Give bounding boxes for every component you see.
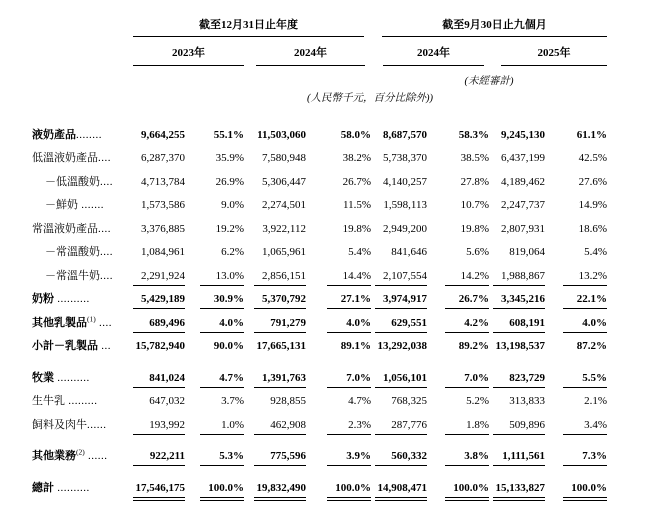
cell-fy2023-pct: 19.2% [215,222,244,235]
cell-9m2025-pct: 5.4% [584,246,607,258]
cell-fy2023-value: 6,287,370 [141,152,185,164]
cell-9m2025-value: 2,807,931 [501,222,545,235]
table-row [20,121,650,145]
cell-9m2025-value: 4,189,462 [501,175,545,188]
cell-fy2023-value: 689,496 [133,317,185,333]
row-label-footnote-marker: (2) [76,447,85,457]
cell-fy2023-pct: 6.2% [221,246,244,258]
table-row [20,443,650,467]
row-label-leader-dots: ......... [65,395,98,407]
row-label-leader-dots: ...... [87,418,107,431]
cell-fy2023-pct: 5.3% [185,450,244,466]
row-label [20,392,133,411]
cell-9m2024-pct: 10.7% [460,199,489,211]
cell-9m2024-pct: 7.0% [427,372,489,388]
cell-fy2024-value: 5,306,447 [262,175,306,188]
cell-fy2023-pct: 9.0% [221,199,244,211]
cell-fy2023-value: 5,429,189 [133,293,185,309]
cell-fy2024-pct: 4.0% [306,317,371,333]
cell-fy2023-value: 922,211 [133,450,185,466]
cell-9m2025-pct: 27.6% [578,175,607,188]
unaudited-note-row [20,73,650,88]
row-label [20,447,133,466]
cell-fy2024-pct: 19.8% [342,222,371,235]
cell-9m2025-value: 313,833 [509,395,545,407]
cell-9m2024-pct: 5.6% [466,246,489,258]
table-row [20,474,650,498]
cell-9m2025-pct: 4.0% [545,317,607,333]
table-row [20,286,650,310]
table-row [20,333,650,357]
cell-9m2025-pct: 14.9% [578,199,607,211]
row-label [20,220,133,239]
cell-9m2024-value: 2,107,554 [371,270,427,286]
cell-9m2025-value: 819,064 [509,246,545,258]
row-label-text: 小計－乳製品 [32,340,98,352]
cell-9m2025-pct: 42.5% [578,152,607,164]
row-label [20,290,133,309]
cell-fy2023-value: 1,084,961 [141,246,185,258]
cell-9m2025-pct: 3.4% [545,419,607,435]
table-body [20,121,650,498]
cell-9m2024-pct: 38.5% [460,152,489,164]
cell-9m2025-pct: 18.6% [578,222,607,235]
cell-9m2024-pct: 3.8% [427,450,489,466]
cell-9m2025-value: 15,133,827 [489,482,545,498]
row-label-leader-dots: ....... [78,199,104,211]
cell-fy2024-pct: 3.9% [306,450,371,466]
cell-9m2024-pct: 14.2% [427,270,489,286]
table-row [20,309,650,333]
cell-9m2025-value: 1,988,867 [489,270,545,286]
cell-fy2023-value: 15,782,940 [135,340,185,352]
period-group-row [20,16,650,37]
row-label [20,479,133,498]
row-label-text: 其他業務 [32,450,76,462]
cell-fy2023-pct: 26.9% [215,175,244,188]
cell-9m2025-pct: 22.1% [545,293,607,309]
cell-9m2024-pct: 4.2% [427,317,489,333]
cell-9m2025-value: 2,247,737 [501,199,545,211]
cell-9m2024-value: 287,776 [371,419,427,435]
cell-9m2024-value: 5,738,370 [383,152,427,164]
row-label-text: －常溫酸奶 [45,246,100,258]
row-label [20,369,133,388]
row-label-text: －常溫牛奶 [45,269,100,282]
row-label-text: 液奶產品 [32,128,76,141]
row-label-text: 低溫液奶產品 [32,152,98,164]
cell-fy2023-pct: 30.9% [185,293,244,309]
unaudited-note: (未經審計) [464,76,514,87]
units-note-row [20,88,650,105]
period-group-2-label: 截至9月30日止九個月 [382,16,607,37]
cell-fy2024-pct: 26.7% [342,175,371,188]
cell-fy2023-value: 9,664,255 [141,128,185,141]
cell-fy2024-pct: 11.5% [342,199,371,211]
cell-9m2025-value: 1,111,561 [489,450,545,466]
row-label-leader-dots: .... [100,269,113,282]
cell-fy2023-pct: 13.0% [185,270,244,286]
cell-9m2024-pct: 89.2% [458,340,489,352]
table-row [20,388,650,412]
cell-fy2023-value: 2,291,924 [133,270,185,286]
cell-fy2024-pct: 14.4% [306,270,371,286]
cell-fy2023-pct: 4.7% [185,372,244,388]
table-row [20,145,650,169]
cell-fy2024-value: 462,908 [244,419,306,435]
cell-9m2024-pct: 27.8% [460,175,489,188]
row-label-leader-dots: .... [100,246,113,258]
cell-9m2024-value: 14,908,471 [371,482,427,498]
row-label [20,149,133,168]
cell-fy2024-value: 19,832,490 [244,482,306,498]
cell-9m2025-pct: 2.1% [584,395,607,407]
cell-9m2024-value: 4,140,257 [383,175,427,188]
cell-9m2025-value: 6,437,199 [501,152,545,164]
cell-fy2024-value: 2,274,501 [262,199,306,211]
cell-9m2025-value: 823,729 [489,372,545,388]
cell-fy2024-pct: 100.0% [306,482,371,498]
cell-fy2024-value: 1,065,961 [262,246,306,258]
row-label [20,173,133,192]
cell-9m2024-value: 1,056,101 [371,372,427,388]
row-label-leader-dots: .......... [54,371,90,384]
cell-9m2025-pct: 87.2% [576,340,607,352]
year-col-2024-9m: 2024年 [383,44,484,66]
cell-9m2024-value: 13,292,038 [377,340,427,352]
row-label [20,243,133,262]
cell-fy2024-value: 7,580,948 [262,152,306,164]
row-label-leader-dots: .... [98,152,111,164]
cell-9m2025-value: 9,245,130 [501,128,545,141]
row-label-text: －鮮奶 [45,199,78,211]
units-note: (人民幣千元，百分比除外)) [307,93,433,104]
cell-fy2023-pct: 3.7% [221,395,244,407]
table-row [20,215,650,239]
cell-fy2024-value: 928,855 [270,395,306,407]
row-label-leader-dots: ...... [84,450,108,462]
cell-fy2024-value: 775,596 [244,450,306,466]
year-header-row [20,44,650,66]
cell-fy2024-value: 17,665,131 [256,340,306,352]
cell-9m2025-value: 509,896 [489,419,545,435]
row-label-text: 牧業 [32,371,54,384]
cell-9m2024-pct: 26.7% [427,293,489,309]
cell-9m2025-value: 13,198,537 [495,340,545,352]
cell-9m2024-value: 841,646 [391,246,427,258]
cell-fy2024-pct: 38.2% [342,152,371,164]
row-label [20,337,133,356]
table-row [20,364,650,388]
row-label-leader-dots: .... [98,222,111,235]
cell-fy2023-pct: 100.0% [185,482,244,498]
cell-9m2024-pct: 58.3% [458,128,489,141]
cell-fy2024-value: 2,856,151 [244,270,306,286]
row-label-leader-dots: .......... [54,293,90,305]
table-row [20,411,650,435]
cell-9m2024-value: 3,974,917 [371,293,427,309]
row-label-text: 生牛乳 [32,395,65,407]
period-group-1-label: 截至12月31日止年度 [133,16,364,37]
cell-fy2023-pct: 1.0% [185,419,244,435]
row-label [20,416,133,435]
cell-fy2024-value: 3,922,112 [262,222,306,235]
cell-9m2024-value: 560,332 [371,450,427,466]
table-row [20,262,650,286]
row-label-text: 飼料及肉牛 [32,418,87,431]
cell-fy2023-value: 17,546,175 [133,482,185,498]
cell-9m2025-pct: 100.0% [545,482,607,498]
row-label-text: 其他乳製品 [32,316,87,329]
cell-fy2023-pct: 55.1% [213,128,244,141]
cell-fy2023-value: 841,024 [133,372,185,388]
cell-fy2024-pct: 4.7% [348,395,371,407]
row-label [20,267,133,286]
cell-9m2024-pct: 100.0% [427,482,489,498]
cell-9m2024-value: 2,949,200 [383,222,427,235]
row-label-text: 奶粉 [32,293,54,305]
cell-fy2024-pct: 2.3% [306,419,371,435]
row-label-footnote-marker: (1) [87,313,96,323]
row-label-leader-dots: ........ [76,128,102,141]
cell-fy2023-value: 3,376,885 [141,222,185,235]
table-row [20,192,650,216]
cell-fy2024-pct: 7.0% [306,372,371,388]
cell-9m2024-value: 768,325 [391,395,427,407]
cell-9m2024-pct: 5.2% [466,395,489,407]
year-col-2023: 2023年 [133,44,244,66]
cell-fy2023-value: 193,992 [133,419,185,435]
cell-9m2024-pct: 1.8% [427,419,489,435]
row-label-leader-dots: .......... [54,481,90,494]
cell-9m2025-pct: 7.3% [545,450,607,466]
cell-fy2024-pct: 27.1% [306,293,371,309]
cell-fy2024-value: 1,391,763 [244,372,306,388]
cell-fy2023-pct: 35.9% [215,152,244,164]
cell-fy2024-pct: 5.4% [348,246,371,258]
table-row [20,168,650,192]
row-label-leader-dots: .... [95,316,112,329]
cell-9m2024-value: 629,551 [371,317,427,333]
cell-fy2024-pct: 58.0% [340,128,371,141]
cell-9m2024-value: 1,598,113 [383,199,427,211]
year-col-2025-9m: 2025年 [501,44,607,66]
cell-9m2025-pct: 61.1% [576,128,607,141]
cell-9m2025-value: 608,191 [489,317,545,333]
row-label-text: －低溫酸奶 [45,175,100,188]
table-row [20,239,650,263]
cell-fy2024-pct: 89.1% [340,340,371,352]
cell-fy2024-value: 791,279 [244,317,306,333]
cell-fy2023-value: 647,032 [149,395,185,407]
cell-fy2024-value: 11,503,060 [257,128,306,141]
cell-9m2025-pct: 13.2% [545,270,607,286]
row-label [20,126,133,145]
cell-fy2024-value: 5,370,792 [244,293,306,309]
row-label-text: 總計 [32,481,54,494]
year-col-2024-fy: 2024年 [256,44,365,66]
row-label-text: 常溫液奶產品 [32,222,98,235]
row-label [20,196,133,215]
row-label-leader-dots: .... [100,175,113,188]
cell-fy2023-pct: 4.0% [185,317,244,333]
cell-fy2023-value: 1,573,586 [141,199,185,211]
cell-9m2024-pct: 19.8% [460,222,489,235]
table-header [20,16,650,105]
cell-9m2025-value: 3,345,216 [489,293,545,309]
cell-9m2024-value: 8,687,570 [383,128,427,141]
cell-9m2025-pct: 5.5% [545,372,607,388]
row-label-leader-dots: ... [98,340,111,352]
cell-fy2023-value: 4,713,784 [141,175,185,188]
row-label [20,314,133,333]
cell-fy2023-pct: 90.0% [213,340,244,352]
